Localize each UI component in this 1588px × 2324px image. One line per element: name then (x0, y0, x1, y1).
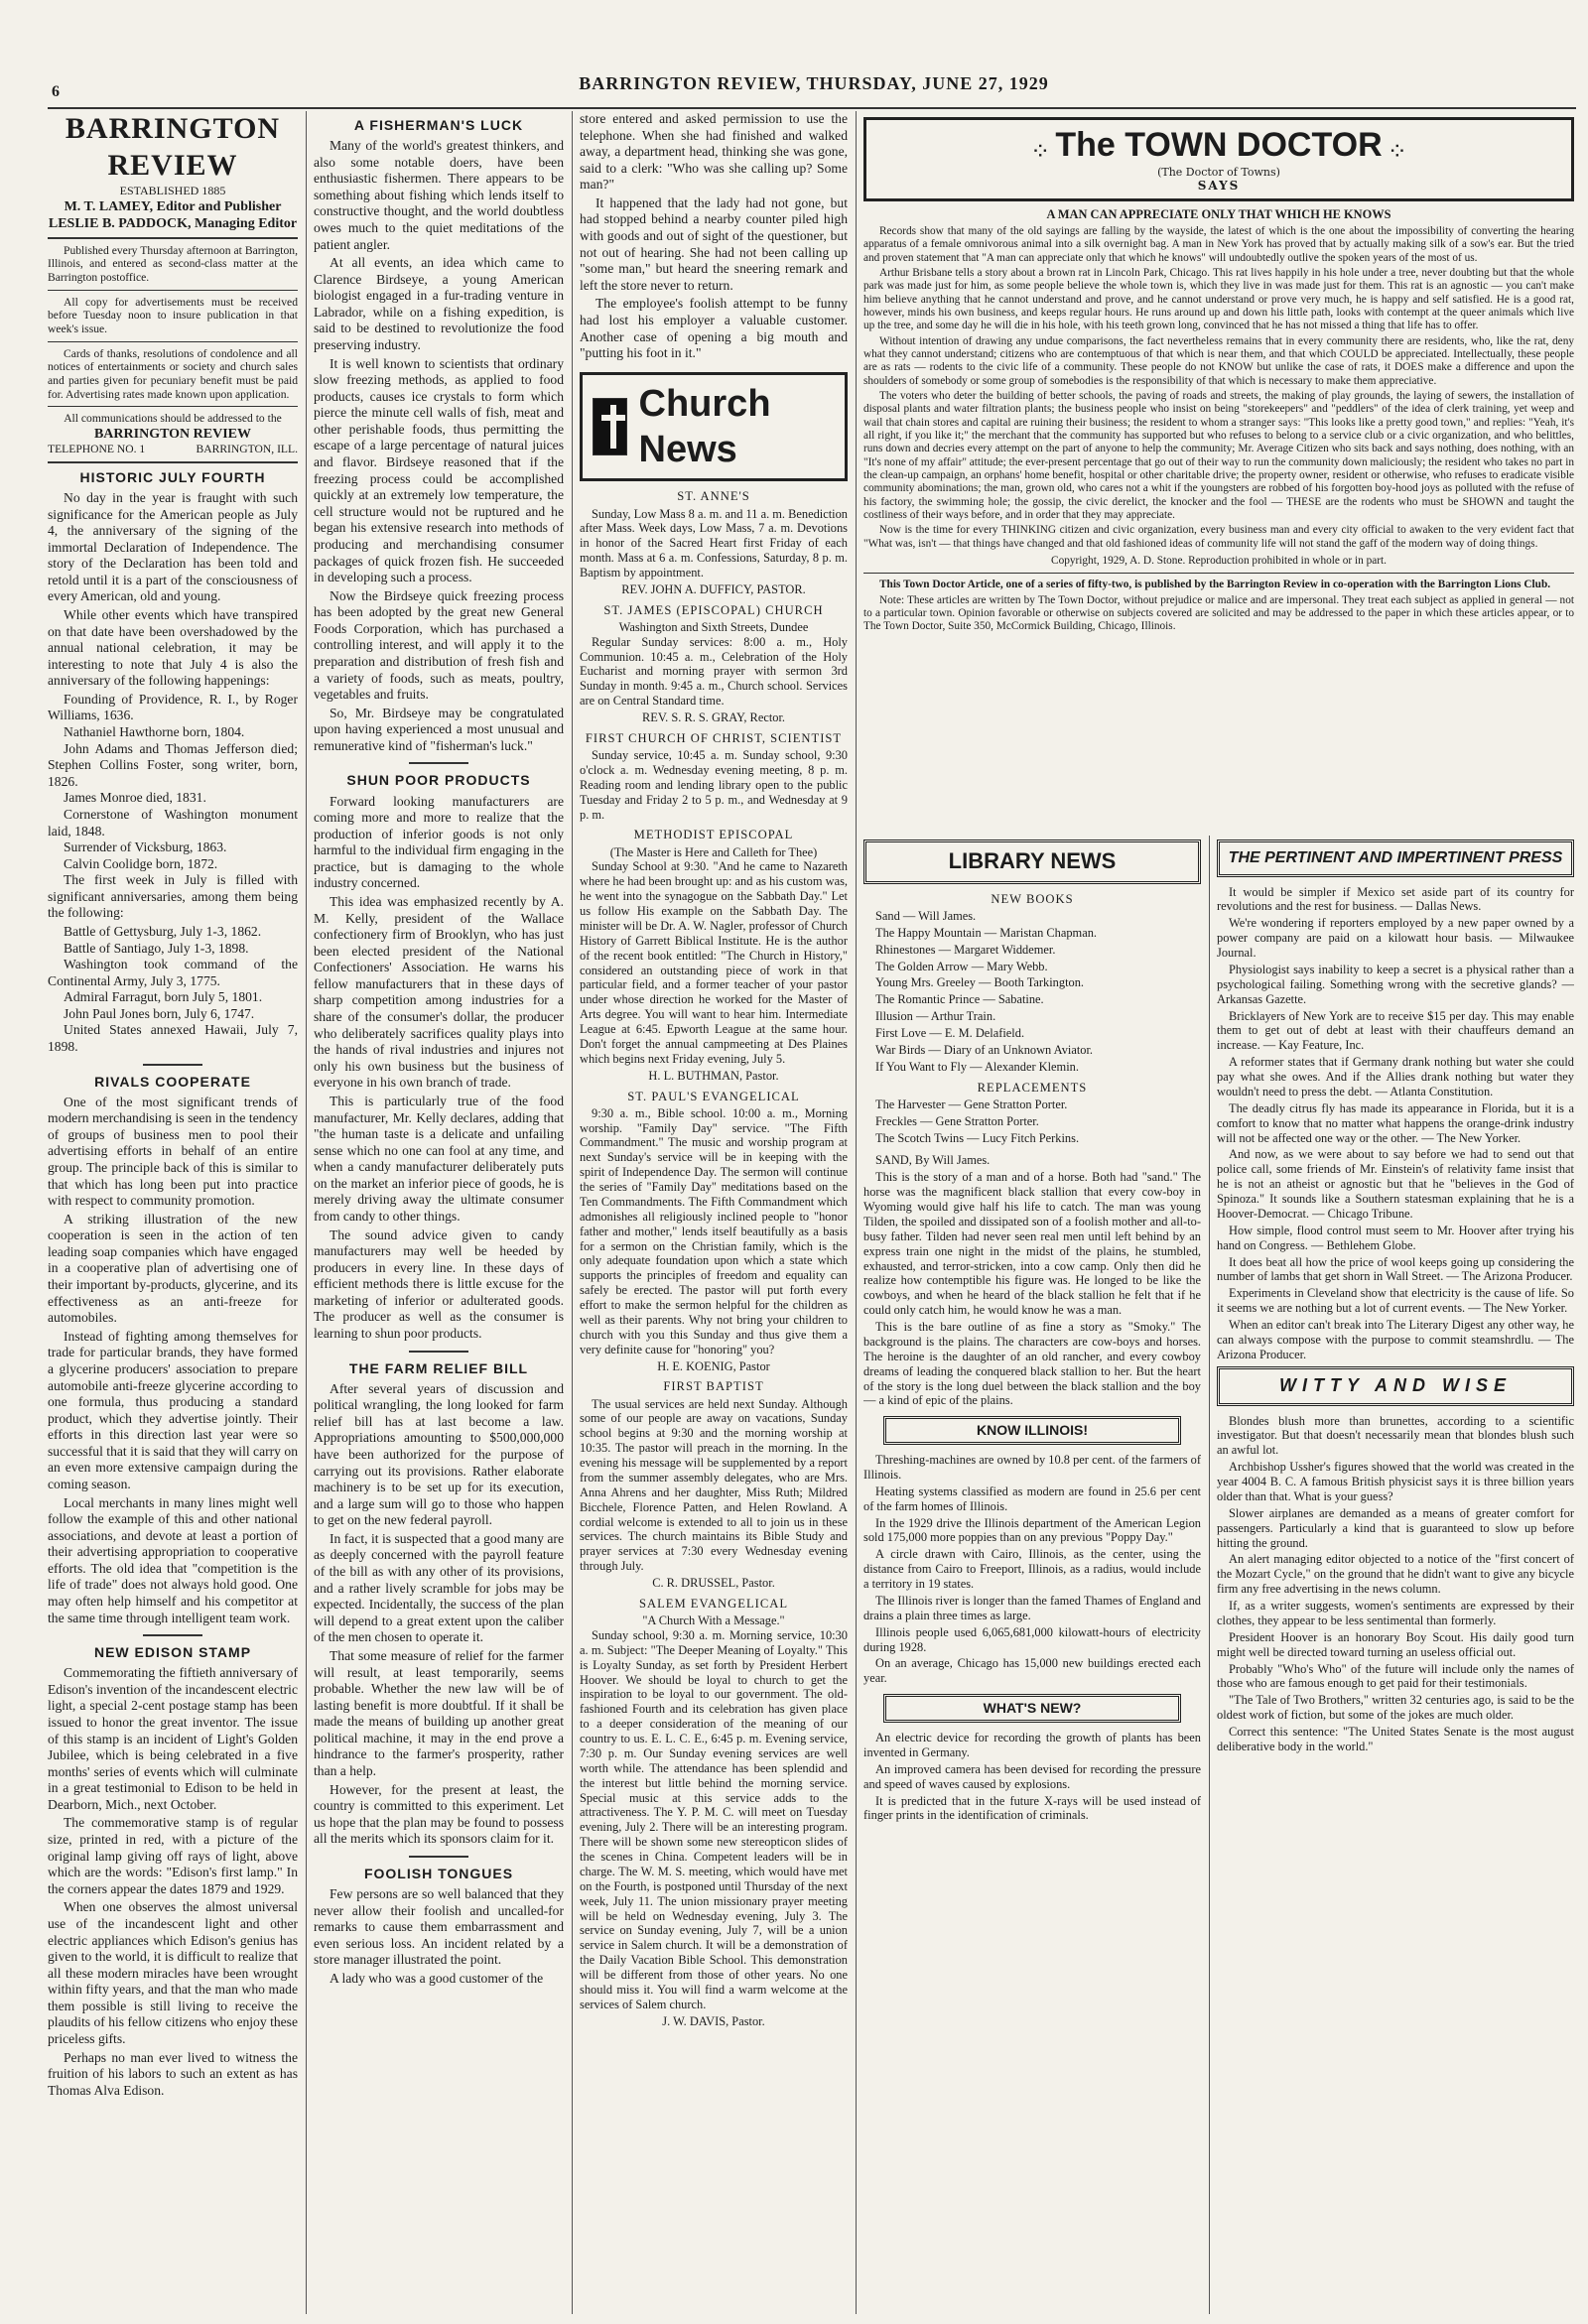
pastor-signature: J. W. DAVIS, Pastor. (662, 2013, 765, 2028)
paragraph: Forward looking manufacturers are coming more and more to realize that the production of inferior goods is not only harmful to the individual firm engaging in the practice, but is damaging to the whole industry concerned. (314, 793, 564, 891)
paragraph: The first week in July is filled with significant anniversaries, among them being the following: (48, 872, 298, 921)
paragraph: This is the story of a man and of a horse. Both had "sand." The horse was the magnificent black stallion that every cow-boy in Wyoming would give half his life to catch. The man was young Tilden, the spoiled and dissipated son of a foolish mother and all-to-busy father. Tilden had never seen real men until left behind by an express train one night in the midst of the plains, he stumbled, exhausted, and terror-stricken, into a cow camp. Only then did he realize how contemptible his figure was. He longed to be like the cowboys, and when he heard of the black stallion he felt that if he could only catch him, he would know he was a man. (863, 1170, 1201, 1318)
section-label: REPLACEMENTS (977, 1080, 1088, 1095)
paragraph: Now the Birdseye quick freezing process has been adopted by the great new General Foods Corporation, which has purchased a controlling interest, and will apply it to the preparation and distribution of fresh fish and a variety of foods, such as meats, poultry, vegetables and fruits. (314, 587, 564, 703)
list-item: Cornerstone of Washington monument laid, 1848. (48, 806, 298, 839)
quip-item: It does beat all how the price of wool keeps going up considering the number of lambs that get shorn in Wall Street. — The Arizona Producer. (1217, 1254, 1574, 1284)
divider (48, 461, 298, 463)
fact-item: Threshing-machines are owned by 10.8 per cent. of the farmers of Illinois. (863, 1453, 1201, 1482)
know-illinois-heading: KNOW ILLINOIS! (883, 1416, 1181, 1445)
managing-editor-line: LESLIE B. PADDOCK, Managing Editor (48, 215, 298, 231)
pertinent-items (1217, 885, 1574, 1362)
church-news-title: Church News (638, 382, 771, 471)
paragraph: It happened that the lady had not gone, but had stopped behind a nearby counter piled high with goods and out of sight of the questioner, but not out of hearing. She had not been calling up "some man," but heard the sneering remark and left the store never to return. (580, 194, 848, 293)
cross-icon (593, 398, 627, 455)
header-rule (48, 107, 1576, 109)
paragraph: It is well known to scientists that ordinary slow freezing methods, as applied to food products, causes ice crystals to form which pierce the minute cell walls of fish, meat and other perishable foods, thus permitting the escape of a large percentage of natural juices and flavor. Birdseye reasoned that if the freezing process could be accomplished quickly at an extremely low temperature, the cell structure would not be ruptured and he began his extensive research into methods of producing and merchandising consumer packages of quick frozen fish. He succeeded in developing such a process. (314, 355, 564, 585)
book-item: Sand — Will James. (875, 908, 977, 923)
book-item: If You Want to Fly — Alexander Klemin. (875, 1059, 1079, 1074)
list-item: United States annexed Hawaii, July 7, 1898. (48, 1022, 298, 1055)
book-item: The Harvester — Gene Stratton Porter. (875, 1097, 1068, 1111)
town-doctor-body (863, 207, 1574, 634)
church-listings (580, 489, 848, 2028)
church-text: The usual services are held next Sunday. Although some of our people are away on vacations, Sunday school begins at 9:30 and the morning worship at 10:35. The pastor will preach in the morning. In the evening his message will be supplemented by a report from the summer assembly delegates, who are Mrs. Anna Ahrens and her daughter, Miss Ruth; Mildred Bicchele, Florence Patten, and Helen Rowland. A cordial welcome is extended to all to join us in these services. The church maintains its Bible Study and prayer services at 7:30 every Wednesday evening through July. (580, 1396, 848, 1574)
paragraph: This idea was emphasized recently by A. M. Kelly, president of the Wallace confectionery firm of Brooklyn, who has just been elected president of the National Confectioners' Association. He warns his fellow manufacturers that in these days of sharp competition among industries for a share of the consumer's dollar, the producer who deliberately sacrifices quality plays into the hands of rival industries and injures not only his own business but the business of everyone in his own branch of trade. (314, 894, 564, 1091)
quip-item: If, as a writer suggests, women's sentiments are expressed by their clothes, they appear to be less sentimental than formerly. (1217, 1599, 1574, 1627)
column-2 (314, 111, 564, 2314)
copyright-line: Copyright, 1929, A. D. Stone. Reproduction prohibited in whole or in part. (1051, 555, 1387, 567)
cards-note: Cards of thanks, resolutions of condolence and all notices of entertainments or society and church sales and parties given for pecuniary benefit must be paid for. Advertising rates made known upon application. (48, 346, 298, 401)
anniversary-list (48, 924, 298, 1056)
quip-item: When an editor can't break into The Literary Digest any other way, he can always compose with the purpose to commit steamshrdlu. — The Arizona Producer. (1217, 1318, 1574, 1361)
headline-new-edison-stamp: NEW EDISON STAMP (93, 1644, 252, 1661)
list-item: Nathaniel Hawthorne born, 1804. (64, 724, 245, 740)
fact-item: In the 1929 drive the Illinois department of the American Legion sold 175,000 more poppies than on any previous "Poppy Day." (863, 1515, 1201, 1545)
column-3 (580, 111, 848, 2314)
quip-item: Slower airplanes are demanded as a means of greater comfort for passengers. Particularly a kind that is guaranteed to slow up before hitting the ground. (1217, 1505, 1574, 1550)
church-name: ST. ANNE'S (677, 489, 750, 504)
quip-item: Bricklayers of New York are to receive $15 per day. This may enable them to get out of debt at least with their chauffeurs demand an increase. — Kay Feature, Inc. (1217, 1008, 1574, 1053)
book-item: Young Mrs. Greeley — Booth Tarkington. (875, 975, 1084, 990)
church-text: 9:30 a. m., Bible school. 10:00 a. m., Morning worship. "Family Day" service. "The Fifth Commandment." The music and worship program at next Sunday's service will be in keeping with the spirit of Independence Day. The sermon will continue the series of "Family Day" meditations based on the Ten Commandments. The Fifth Commandment which admonishes all religiously inclined people to "honor father and mother," lends itself beautifully as a basis for a sermon on the Christian family, which is the only adequate foundation upon which a state which supports the principles of freedom and equality can safely be erected. The pastor will put forth every effort to make the sermon helpful for the children as well as their parents. Why not bring your children to church with you this Sunday and thus give them a very definite cause for "honoring" you? (580, 1105, 848, 1356)
list-item: Battle of Gettysburg, July 1-3, 1862. (64, 923, 262, 939)
pastor-signature: H. L. BUTHMAN, Pastor. (648, 1068, 779, 1083)
fact-item: It is predicted that in the future X-rays will be used instead of finger prints in the identification of criminals. (863, 1793, 1201, 1823)
church-name: ST. JAMES (EPISCOPAL) CHURCH (603, 602, 824, 617)
quip-item: A reformer states that if Germany drank nothing but water she could pay what she owes. And if the Allies drank nothing but water they wouldn't need to press the debt. — Atlanta Constitution. (1217, 1055, 1574, 1098)
fact-item: On an average, Chicago has 15,000 new buildings erected each year. (863, 1656, 1201, 1686)
press-column (1217, 836, 1574, 2314)
paragraph: A striking illustration of the new cooperation is seen in the action of ten leading soap companies which have engaged in a cooperative plan of advertising one of their important by-products, glycerine, and its effectiveness as an anti-freeze for automobiles. (48, 1211, 298, 1326)
ornament-icon: ⁘ (1030, 137, 1051, 166)
fact-item: An electric device for recording the growth of plants has been invented in Germany. (863, 1731, 1201, 1759)
library-column (863, 836, 1201, 2314)
church-name: METHODIST EPISCOPAL (633, 828, 794, 842)
church-name: FIRST BAPTIST (663, 1379, 764, 1394)
quip-item: Blondes blush more than brunettes, according to a scientific investigator. But that doesn't necessarily mean that blondes blush such an awful lot. (1217, 1413, 1574, 1458)
paragraph: This is the bare outline of as fine a story as "Smoky." The background is the plains. The characters are cow-boys and horses. The heroine is the daughter of an old rancher, and every cowboy dreams of leading the conquered black stallion to her. But the heart of the story is the long duel between the black stallion and the boy — a kind of epic of the plains. (863, 1320, 1201, 1408)
divider (863, 573, 1574, 574)
divider (48, 406, 298, 407)
town-doctor-feature (863, 111, 1574, 826)
ornament-icon: ⁘ (1387, 137, 1407, 166)
divider (48, 341, 298, 342)
paragraph: A lady who was a good customer of the (330, 1970, 544, 1986)
witty-items (1217, 1414, 1574, 1754)
headline-historic-july-fourth: HISTORIC JULY FOURTH (79, 468, 266, 485)
paragraph: Commemorating the fiftieth anniversary of Edison's invention of the incandescent electric light, a special 2-cent postage stamp has been issued to honor the great inventor. The issue of this stamp is an incident of Light's Golden Jubilee, which is being celebrated in a five months' series of events which will culminate in a great testimonial to Edison to be held in Dearborn, Mich., next October. (48, 1665, 298, 1812)
fact-item: A circle drawn with Cairo, Illinois, as the center, using the distance from Cairo to Freeport, Illinois, as a radius, would include a territory in 19 states. (863, 1547, 1201, 1592)
church-name: ST. PAUL'S EVANGELICAL (627, 1089, 800, 1103)
paragraph: At all events, an idea which came to Clarence Birdseye, a young American biologist engaged in a fur-trading venture in Labrador, while on a fishing expedition, is said to be destined to revolutionize the food preserving industry. (314, 255, 564, 353)
headline-rivals-cooperate: RIVALS COOPERATE (94, 1073, 251, 1090)
paragraph: Many of the world's greatest thinkers, and also some notable doers, have been enthusiastic fishermen. There appears to be something about fishing which lends itself to constructive thought, and the world doubtless owes much to the quiet meditations of the patient angler. (314, 138, 564, 252)
book-item: Freckles — Gene Stratton Porter. (875, 1113, 1039, 1128)
paragraph: Arthur Brisbane tells a story about a brown rat in Lincoln Park, Chicago. This rat lives happily in his hole under a tree, never doubting but that the whole park was made just for him, as some people believe the whole town is, which they live in was made just for them. This rat is an agnostic — you can't make him believe anything that he cannot understand and prove, and he cannot understand or prove very much, he is happy and self satisfied. He is a good rat, however, minds his own business, and keeps regular hours. He runs around up and down his little path, looks with contempt at the queer animals which live up the tree, and some day he will die in his hole, with his teeth grown long, convinced that he has not missed a thing that life has to offer. (863, 267, 1574, 332)
book-item: The Happy Mountain — Maristan Chapman. (875, 925, 1097, 940)
address-name: BARRINGTON REVIEW (93, 427, 252, 443)
quip-item: And now, as we were about to say before we had to send out that police call, some friends of Mr. Einstein's of relativity fame insist that he is not an atheist or agnostic but that he "believes in the God of Spinoza." It sounds like a Southern statesman explaining that he is a Hoover-Democrat. — Chicago Tribune. (1217, 1147, 1574, 1221)
headline-foolish-tongues: FOOLISH TONGUES (363, 1865, 514, 1881)
paragraph: Few persons are so well balanced that they never allow their foolish and uncalled-for remarks to cause them embarrassment and even serious loss. An incident related by a store manager illustrated the point. (314, 1885, 564, 1968)
list-item: James Monroe died, 1831. (64, 790, 206, 806)
contact-line (48, 443, 298, 456)
city: BARRINGTON, ILL. (196, 443, 298, 456)
paragraph: That some measure of relief for the farmer will result, at least temporarily, seems probable. Whether the new law will be of lasting benefit is more doubtful. If it shall be made the means of building up another great political machine, it may in the end prove a hindrance to the farmer's prosperity, rather than a help. (314, 1647, 564, 1778)
fact-item: Heating systems classified as modern are found in 25.6 per cent of the farm homes of Illinois. (863, 1484, 1201, 1513)
paragraph: Now is the time for every THINKING citizen and civic organization, every business man and every city official to awaken to the very evident fact that "What was, isn't — that things have changed and that old fashioned ideas of community life will not stand the gaff of the modern way of doing things. (863, 524, 1574, 550)
quip-item: Correct this sentence: "The United States Senate is the most august deliberative body in the world." (1217, 1725, 1574, 1753)
paragraph: Records show that many of the old sayings are falling by the wayside, the latest of which is the one about the impossibility of converting the hearing apparatus of a female omnivorous animal into a silk overnight bag. A man in New York has proved that by actually making silk of a sow's ear. But the tried and proven statement that "A man can appreciate only that which he knows" will undoubtedly outlive the spoken years of the most of us. (863, 225, 1574, 264)
paragraph: No day in the year is fraught with such significance for the American people as July 4, the anniversary of the signing of the immortal Declaration of Independence. The story of the Declaration has been told and retold until it is a part of the consciousness of every American, old and young. (48, 489, 298, 604)
paragraph: Local merchants in many lines might well follow the example of this and other national associations, and devote at least a portion of their advertising appropriation to cooperative efforts. The old idea that "competition is the life of trade" does not always hold good. One may often help himself and his competitor at the same time through intelligent team work. (48, 1494, 298, 1625)
paragraph: The commemorative stamp is of regular size, printed in red, with a picture of the original lamp giving off rays of light, above which are the words: "Edison's first lamp." In the corners appear the dates 1879 and 1929. (48, 1815, 298, 1896)
church-text: Sunday, Low Mass 8 a. m. and 11 a. m. Benediction after Mass. Week days, Low Mass, 7 a. m. Devotions in honor of the Sacred Heart first Friday of each month. Mass at 6 a. m. Confessions, Saturday, 8 p. m. Baptism by appointment. (580, 506, 848, 580)
divider (143, 1634, 202, 1636)
quip-item: Physiologist says inability to keep a secret is a physical rather than a psychological failing. Something wrong with the secretive glands? — Arkansas Gazette. (1217, 962, 1574, 1006)
headline-shun-poor-products: SHUN POOR PRODUCTS (346, 772, 531, 789)
library-news-banner: LIBRARY NEWS (863, 839, 1201, 884)
fact-item: Illinois people used 6,065,681,000 kilowatt-hours of electricity during 1928. (863, 1624, 1201, 1654)
quip-item: It would be simpler if Mexico set aside part of its country for revolutions and the rest for business. — Dallas News. (1217, 884, 1574, 914)
masthead-title: BARRINGTON REVIEW (65, 112, 281, 182)
church-text: Sunday School at 9:30. "And he came to Nazareth where he had been brought up: and as his custom was, he went into the synagogue on the Sabbath Day." Let us follow His example on the Sabbath Day. The minister will be Dr. A. W. Nagler, professor of Church History of Garrett Biblical Institute. He is the author of the recent book entitled: "The Church in History," considered an outstanding piece of work in that particular field, and a former teacher of your pastor under whose direction he worked for the Master of Arts degree. You will want to hear him. Intermediate League at 6:45. Epworth League at the same hour. Don't forget the annual campmeeting at Des Plaines which begins next Friday evening, July 5. (580, 859, 848, 1066)
paragraph: The sound advice given to candy manufacturers may well be heeded by producers in every line. In these days of efficient methods there is little excuse for the marketing of inferior or adulterated goods. The producer as well as the consumer is learning to shun poor products. (314, 1227, 564, 1342)
column-1 (48, 111, 298, 2314)
paragraph: Instead of fighting among themselves for trade for particular brands, they have formed a glycerine producers' association to prepare automobile anti-freeze glycerine according to one formula, thus producing a standard product, which they advertise jointly. Their efforts in this direction last year were so successful that it is said that they will carry on an even more extensive campaign during the coming season. (48, 1328, 298, 1491)
church-location: Washington and Sixth Streets, Dundee (618, 619, 809, 634)
fact-item: An improved camera has been devised for recording the pressure and speed of waves caused by explosions. (863, 1761, 1201, 1791)
paragraph: While other events which have transpired on that date have been overshadowed by the annual national celebration, it may be interesting to note that July 4 is also the anniversary of the following happenings: (48, 607, 298, 689)
quip-item: How simple, flood control must seem to Mr. Hoover after trying his hand on Congress. — Bethlehem Globe. (1217, 1223, 1574, 1252)
pastor-signature: REV. S. R. S. GRAY, Rector. (641, 710, 786, 725)
pastor-signature: REV. JOHN A. DUFFICY, PASTOR. (621, 581, 806, 596)
paragraph: One of the most significant trends of modern merchandising is seen in the tendency of groups of business men to pool their advertising efforts in behalf of an entire group. The principle back of this is similar to that which has long been put into practice with respect to community promotion. (48, 1094, 298, 1209)
church-motto: "A Church With a Message." (642, 1614, 785, 1628)
paragraph: This is particularly true of the food manufacturer, Mr. Kelly declares, adding that "the human taste is a delicate and unfailing sense which no one can fool at any time, and when a candy manufacturer deliberately puts on the market an inferior piece of goods, he is merely driving away the ultimate consumer from candy to other things. (314, 1093, 564, 1224)
pastor-signature: C. R. DRUSSEL, Pastor. (652, 1576, 775, 1591)
pertinent-press-banner: THE PERTINENT AND IMPERTINENT PRESS (1217, 839, 1574, 877)
column-rule (856, 111, 857, 2314)
author-note: Note: These articles are written by The Town Doctor, without prejudice or malice and are impersonal. They treat each subject as applied in general — not to a particular town. Opinion favorable or otherwise on subjects covered are solicited and may be addressed to the paper in which these articles appear, or to The Town Doctor, Suite 350, McCormick Building, Chicago, Illinois. (863, 593, 1574, 633)
quip-item: "The Tale of Two Brothers," written 32 centuries ago, is said to be the oldest work of fiction, but some of the jokes are much older. (1217, 1693, 1574, 1723)
town-doctor-subtitle: (The Doctor of Towns) (1157, 165, 1280, 179)
copy-note: All copy for advertisements must be received before Tuesday noon to insure publication in that week's issue. (48, 295, 298, 336)
church-name: FIRST CHURCH OF CHRIST, SCIENTIST (585, 730, 843, 745)
church-news-banner (580, 372, 848, 482)
divider (409, 762, 468, 764)
book-item: Illusion — Arthur Train. (875, 1009, 996, 1024)
church-text: Regular Sunday services: 8:00 a. m., Holy Communion. 10:45 a. m., Celebration of the Holy Eucharist and morning prayer with sermon 3rd Sunday in month. 9:45 a. m., Church school. Services are on Central Standard time. (580, 634, 848, 709)
column-rule (306, 111, 307, 2314)
paragraph: However, for the present at least, the country is committed to this experiment. Let us hope that the plan may be found to possess all the merits which its sponsors claim for it. (314, 1781, 564, 1847)
church-name: SALEM EVANGELICAL (638, 1596, 789, 1611)
list-item: Admiral Farragut, born July 5, 1801. (64, 989, 263, 1005)
quip-item: We're wondering if reporters employed by a new paper owned by a power company are paid on a kilowatt hour basis. — Milwaukee Journal. (1217, 916, 1574, 961)
paragraph: After several years of discussion and political wrangling, the long looked for farm relief bill has at last become a law. Appropriations amounting to $500,000,000 have been authorized for the purpose of carrying out its provisions. Rather elaborate machinery is to be set up for its execution, and a large sum will go to those who happen to get on the new federal payroll. (314, 1380, 564, 1528)
divider (48, 237, 298, 239)
telephone: TELEPHONE NO. 1 (48, 443, 146, 456)
list-item: Surrender of Vicksburg, 1863. (64, 839, 227, 855)
paragraph: When one observes the almost universal use of the incandescent light and other electric appliances which Edison's genius has given to the world, it is difficult to realize that all these modern miracles have been wrought within fifty years, and that the man who made them possible is still living to receive the plaudits of his fellow citizens who enjoy these priceless gifts. (48, 1899, 298, 2046)
quip-item: An alert managing editor objected to a notice of the "first concert of the Mozart Cycle," on the ground that he didn't want to give any bicycle firm any free advertising in the news column. (1217, 1552, 1574, 1597)
witty-and-wise-banner: WITTY AND WISE (1217, 1366, 1574, 1406)
page-number: 6 (52, 83, 60, 100)
headline-fishermans-luck: A FISHERMAN'S LUCK (353, 117, 524, 133)
list-item: Battle of Santiago, July 1-3, 1898. (64, 940, 249, 956)
series-note: This Town Doctor Article, one of a series of fifty-two, is published by the Barrington Review in co-operation with the Barrington Lions Club. (879, 579, 1551, 591)
church-motto: (The Master is Here and Calleth for Thee) (609, 844, 818, 859)
published-note: Published every Thursday afternoon at Barrington, Illinois, and entered as second-class matter at the Barrington postoffice. (48, 243, 298, 285)
book-item: The Scotch Twins — Lucy Fitch Perkins. (875, 1130, 1080, 1145)
list-item: John Paul Jones born, July 6, 1747. (64, 1005, 255, 1021)
book-item: The Golden Arrow — Mary Webb. (875, 959, 1048, 973)
library-listing (863, 892, 1201, 1823)
paragraph: store entered and asked permission to use the telephone. When she had finished and walked away, a department head, thinking she was gone, said to a clerk: "Who was she calling up? Some man?" (580, 111, 848, 193)
paragraph: The voters who deter the building of better schools, the paving of roads and streets, the making of play grounds, the laying of sewers, the installation of disposal plants and water filtration plants; the business people who insist on being "storekeepers" and "peddlers" of the idea of clerk training, yet weep and wail that chain stores and capital are ruining their business; the resident to whom a stranger says: "This looks like a pretty good town," and replies: "Yeah, it's all right, if you like it;" the merchant that the community has supported but who refuses to belong to a service club or a civic organization, and who belittles, runs down and decries every attempt on the part of anyone to help the community; Mr. Average Citizen who sits back and says nothing, does nothing, with an "It's none of my affair" attitude; the ever-present percentage that go out of their way to run the community down maliciously; the resident who takes no part in the clean-up campaign, an orphans' home benefit, hospital or other charitable drive; the property owner, resident or otherwise, who refuses to eradicate visible community abominations; the man, grown old, who cares not a whit if the youngsters are robbed of his forgotten boy-hood joys as polluted with the refuse of his factory, the swimming hole; the gossip, the civic derelict, the knocker and the fool — THESE are the rodents who must be SHOWN and taught the costliness of their ways before, and in order that they may appreciate. (863, 390, 1574, 522)
whats-new-heading: WHAT'S NEW? (883, 1694, 1181, 1723)
column-rule (1209, 836, 1210, 2314)
fact-item: The Illinois river is longer than the famed Thames of England and drains a plain three times as large. (863, 1593, 1201, 1622)
communications-note: All communications should be addressed to the (64, 412, 282, 426)
quip-item: President Hoover is an honorary Boy Scout. His daily good turn might well be directed toward turning an useless official out. (1217, 1629, 1574, 1659)
paragraph: Perhaps no man ever lived to witness the fruition of his labors to such an extent as has Thomas Alva Edison. (48, 2049, 298, 2098)
list-item: Founding of Providence, R. I., by Roger Williams, 1636. (48, 691, 298, 723)
town-doctor-banner (863, 117, 1574, 201)
church-text: Sunday school, 9:30 a. m. Morning service, 10:30 a. m. Subject: "The Deeper Meaning of Loyalty." This is Loyalty Sunday, as set forth by President Herbert Hoover. We should be loyal to church to get the inspiration to be loyal to our government. The old-fashioned Fourth and its celebration has given place to a deeper consideration of the meaning of our country to us. E. L. C. E., 6:45 p. m. Evening service, 7:30 p. m. Our Sunday evening services are well worth while. The attendance has been splendid and the interest but little behind the morning service. Special music at this service adds to the attractiveness. The Y. P. M. C. will meet on Tuesday evening, July 2. There will be an interesting program. There will be shown some new stereopticon slides of the scenes in China. Competent leaders will be in charge. The W. M. S. meeting, which would have met on the Fourth, is postponed until Thursday of the next week, July 11. The union missionary prayer meeting will be held on Wednesday evening, July 3. The service on Sunday evening, July 7, will be a union service in Salem church. It will be a demonstration of the Daily Vacation Bible School. This demonstration will be different from those of other years. No one should miss it. You will find a warm welcome at the services of Salem church. (580, 1627, 848, 2011)
section-label: NEW BOOKS (991, 891, 1074, 906)
book-item: First Love — E. M. Delafield. (875, 1026, 1025, 1041)
quip-item: Experiments in Cleveland show that electricity is the cause of life. So it seems we are nothing but a lot of current events. — The New Yorker. (1217, 1286, 1574, 1316)
divider (409, 1856, 468, 1858)
list-item: John Adams and Thomas Jefferson died; Stephen Collins Foster, song writer, born, 1826. (48, 740, 298, 789)
masthead (48, 111, 298, 232)
paragraph: Without intention of drawing any undue comparisons, the fact nevertheless remains that in every community there are residents, who, like the rat, deny what they cannot understand; citizens who are contemptuous of that which is near them, and that which COULD be appreciated. Intellectually, these people are as rats — rodents to the civic life of a community. These people do not KNOW but unlike the case of rats, it DOES make a difference and upon the shoulders of somebody or some group of somebodies is the responsibility of that which is necessary to make them appreciative. (863, 334, 1574, 387)
review-heading: SAND, By Will James. (875, 1153, 991, 1168)
list-item: Washington took command of the Continental Army, July 3, 1775. (48, 957, 298, 988)
town-doctor-says: SAYS (1197, 178, 1241, 193)
book-item: The Romantic Prince — Sabatine. (875, 992, 1044, 1007)
paragraph: So, Mr. Birdseye may be congratulated upon having experienced a most unusual and remunerative kind of "fisherman's luck." (314, 705, 564, 753)
divider (48, 290, 298, 291)
town-doctor-title: The TOWN DOCTOR (1055, 126, 1383, 164)
running-header (40, 69, 1588, 100)
quip-item: Probably "Who's Who" of the future will include only the names of those who are famous enough to get paid for their testimonials. (1217, 1661, 1574, 1691)
quip-item: Archbishop Ussher's figures showed that the world was created in the year 4004 B. C. A famous British physicist says it is three billion years older than that. What is your guess? (1217, 1460, 1574, 1503)
pastor-signature: H. E. KOENIG, Pastor (657, 1358, 770, 1373)
headline-farm-relief-bill: THE FARM RELIEF BILL (348, 1359, 529, 1376)
anniversary-list (48, 692, 298, 872)
established-line: ESTABLISHED 1885 (119, 184, 226, 198)
town-doctor-headline: A MAN CAN APPRECIATE ONLY THAT WHICH HE KNOWS (1046, 206, 1391, 221)
paragraph: The employee's foolish attempt to be funny had lost his employer a valuable customer. Another case of opening a big mouth and "putting his foot in it." (580, 296, 848, 361)
book-item: Rhinestones — Margaret Widdemer. (875, 942, 1056, 957)
church-text: Sunday service, 10:45 a. m. Sunday school, 9:30 o'clock a. m. Wednesday evening meeting, 8 p. m. Reading room and lending library open to the public Tuesday and Friday 2 to 5 p. m., and Wednesday at 9 p. m. (580, 748, 848, 822)
divider (143, 1064, 202, 1066)
column-rule (572, 111, 573, 2314)
book-item: War Birds — Diary of an Unknown Aviator. (875, 1042, 1094, 1057)
quip-item: The deadly citrus fly has made its appearance in Florida, but it is a comfort to know that no matter what happens the orange-drink industry will not be affected one way or the other. — The New Yorker. (1217, 1100, 1574, 1145)
editor-line: M. T. LAMEY, Editor and Publisher (64, 198, 282, 214)
list-item: Calvin Coolidge born, 1872. (64, 855, 218, 871)
paragraph: In fact, it is suspected that a good many are as deeply concerned with the payroll feature of the bill as with any other of its provisions, and a rather lively scramble for jobs may be expected. Incidentally, the success of the plan will depend to a great extent upon the caliber of the men chosen to operate it. (314, 1530, 564, 1645)
divider (409, 1351, 468, 1353)
running-title: BARRINGTON REVIEW, THURSDAY, JUNE 27, 1929 (579, 73, 1049, 93)
